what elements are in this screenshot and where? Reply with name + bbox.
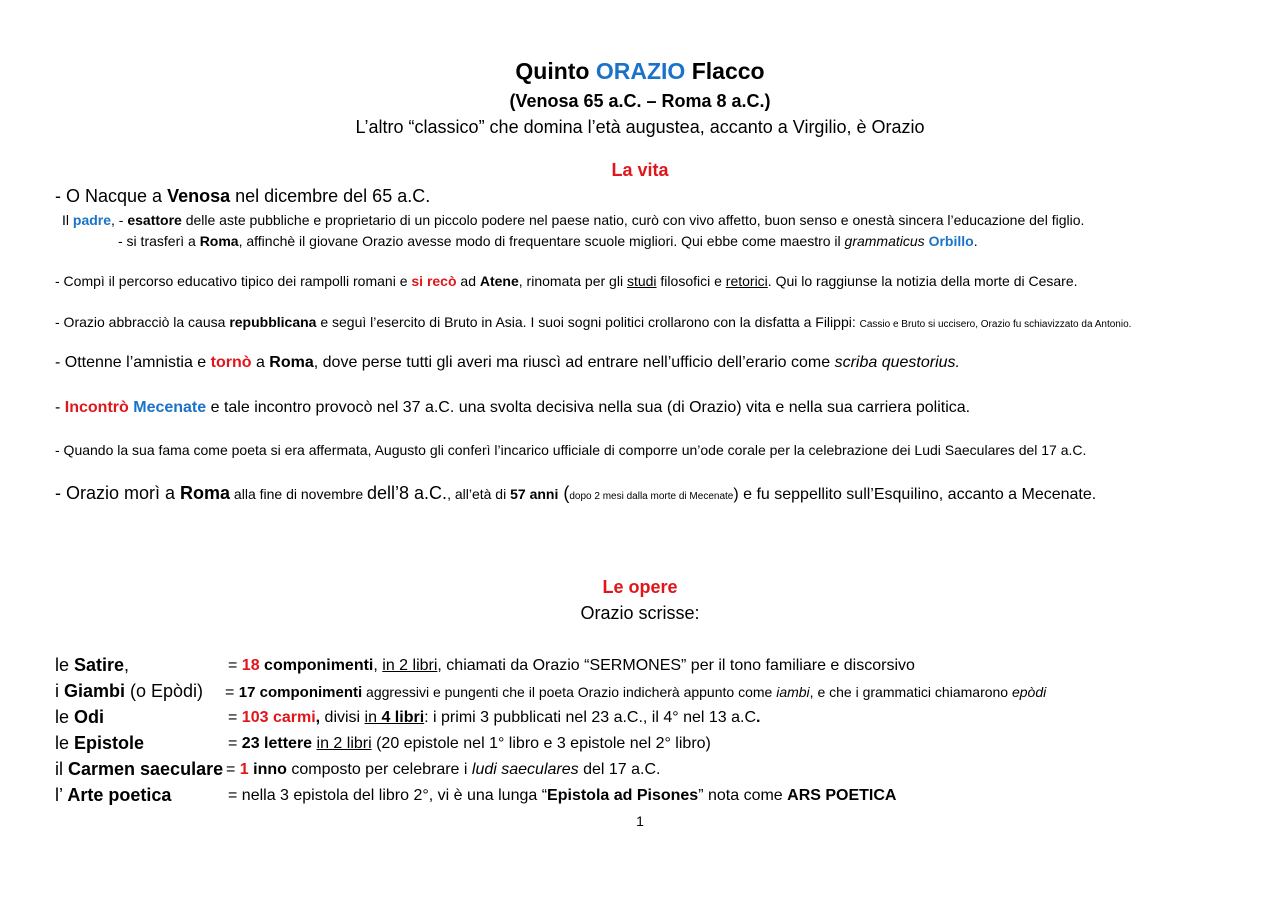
- text: 18: [241, 657, 260, 674]
- vita-paragraph-6: [55, 354, 960, 372]
- text: ” nota come: [698, 787, 788, 804]
- text: dopo 2 mesi dalla morte di Mecenate: [569, 491, 734, 502]
- text: Roma: [269, 354, 314, 371]
- text: , dove perse tutti gli averi ma riuscì ad entrare nell’ufficio dell’erario come: [313, 354, 835, 371]
- text: in: [364, 709, 382, 726]
- title-part: Flacco: [685, 58, 765, 84]
- opere-row-giambi-desc: [225, 684, 1046, 702]
- text: dell’8 a.C.: [367, 483, 448, 503]
- title-part: Quinto: [515, 58, 596, 84]
- text: (20 epistole nel 1° libro e 3 epistole nel 2° libro): [371, 735, 711, 752]
- text: retorici: [725, 273, 768, 289]
- text: epòdi: [1011, 684, 1047, 700]
- text: =: [226, 761, 240, 778]
- text: iambi: [776, 684, 810, 700]
- text: divisi: [320, 709, 365, 726]
- text: esattore: [127, 212, 182, 228]
- text: (: [558, 483, 570, 503]
- work-name: Odi: [74, 707, 105, 727]
- text: Epistola ad Pisones: [547, 787, 699, 804]
- text: 1: [239, 761, 249, 778]
- text: le: [55, 655, 75, 675]
- text: ) e fu seppellito sull’Esquilino, accanto a Mecenate.: [733, 486, 1097, 503]
- vita-paragraph-9: [55, 483, 1096, 504]
- text: = nella 3 epistola del libro 2°, vi è una lunga “: [228, 787, 548, 804]
- text: inno: [248, 761, 287, 778]
- text: ,: [315, 709, 321, 726]
- vita-paragraph-7: [55, 399, 970, 417]
- text: grammaticus: [844, 233, 925, 249]
- text: Roma: [180, 483, 231, 503]
- vita-paragraph-5: [55, 314, 1131, 330]
- text: del 17 a.C.: [578, 761, 661, 778]
- work-name: Carmen saeculare: [68, 759, 224, 779]
- text: . Qui lo raggiunse la notizia della morte di Cesare.: [767, 273, 1078, 289]
- opere-row-epistole-desc: [228, 735, 711, 753]
- text: si recò: [411, 273, 457, 289]
- text: scriba questorius.: [834, 354, 960, 371]
- text: - Orazio morì a: [55, 483, 181, 503]
- work-name: Giambi: [64, 681, 126, 701]
- text: repubblicana: [229, 314, 317, 330]
- text: ARS POETICA: [787, 787, 897, 804]
- text: delle aste pubbliche e proprietario di un piccolo podere nel paese natio, curò con vivo affetto, buon senso e onestà sincera l’educazione del figlio.: [181, 212, 1085, 228]
- text: Venosa: [167, 186, 231, 206]
- text: componimenti: [259, 657, 374, 674]
- title-name-highlight: ORAZIO: [595, 58, 686, 84]
- text: i: [55, 681, 64, 701]
- vita-paragraph-3: [118, 233, 978, 249]
- text: , rinomata per gli: [518, 273, 627, 289]
- text: tornò: [210, 354, 252, 371]
- subtitle: L’altro “classico” che domina l’età augustea, accanto a Virgilio, è Orazio: [355, 117, 925, 137]
- text: in 2 libri: [382, 657, 438, 674]
- text: Mecenate: [133, 399, 207, 416]
- text: ,: [373, 657, 383, 674]
- opere-row-epistole: [55, 733, 144, 754]
- opere-row-arte-poetica-desc: [228, 787, 896, 805]
- vita-paragraph-8: - Quando la sua fama come poeta si era affermata, Augusto gli conferì l’incarico ufficiale di comporre un’ode corale per la celebrazione dei Ludi Saeculares del 17 a.C.: [55, 442, 1087, 458]
- text: composto per celebrare i: [286, 761, 472, 778]
- dates-line: (Venosa 65 a.C. – Roma 8 a.C.): [509, 91, 771, 111]
- section-heading-vita: La vita: [611, 160, 669, 180]
- opere-intro: Orazio scrisse:: [580, 603, 700, 623]
- text: Cassio e Bruto si uccisero, Orazio fu schiavizzato da Antonio.: [859, 319, 1132, 330]
- opere-row-odi-desc: [228, 709, 761, 727]
- text: aggressivi e pungenti che il poeta Orazio indicherà appunto come: [362, 684, 777, 700]
- opere-row-satire-desc: [228, 657, 915, 675]
- text: .: [973, 233, 978, 249]
- page-title: [0, 58, 1280, 85]
- page-number: 1: [636, 813, 644, 829]
- text: 57 anni: [510, 486, 559, 502]
- text: , e che i grammatici chiamarono: [809, 684, 1012, 700]
- opere-row-carmen-desc: [226, 761, 660, 779]
- text: l’: [55, 785, 68, 805]
- work-name: Epistole: [74, 733, 145, 753]
- text: studi: [626, 273, 657, 289]
- text: Atene: [479, 273, 519, 289]
- text: ad: [456, 273, 480, 289]
- text: =: [225, 684, 239, 701]
- text: ludi saeculares: [471, 761, 579, 778]
- opere-row-odi: [55, 707, 104, 728]
- text: .: [756, 709, 761, 726]
- text: il: [55, 759, 68, 779]
- opere-row-carmen: [55, 759, 223, 780]
- text: (o Epòdi): [125, 681, 204, 701]
- vita-paragraph-1: [55, 186, 430, 207]
- text: nel dicembre del 65 a.C.: [230, 186, 431, 206]
- text: Incontrò: [64, 399, 129, 416]
- text: - Orazio abbracciò la causa: [55, 314, 230, 330]
- text: in 2 libri: [316, 735, 372, 752]
- work-name: Arte poetica: [67, 785, 172, 805]
- text: - Compì il percorso educativo tipico dei rampolli romani e: [55, 273, 412, 289]
- text: le: [55, 707, 75, 727]
- text: 17 componimenti: [238, 684, 363, 701]
- opere-row-giambi: [55, 681, 203, 702]
- text: 23 lettere: [241, 735, 313, 752]
- text: =: [228, 735, 242, 752]
- text: a: [251, 354, 270, 371]
- section-heading-opere: Le opere: [602, 577, 678, 597]
- text: le: [55, 733, 75, 753]
- text: Roma: [199, 233, 239, 249]
- text: alla fine di novembre: [230, 486, 368, 502]
- text: , -: [111, 212, 128, 228]
- text: -: [55, 399, 65, 416]
- text: , chiamati da Orazio “SERMONES” per il tono familiare e discorsivo: [437, 657, 915, 674]
- text: padre: [72, 212, 112, 228]
- text: Orbillo: [928, 233, 974, 249]
- vita-paragraph-2: [62, 212, 1084, 228]
- text: =: [228, 657, 242, 674]
- text: =: [228, 709, 242, 726]
- text: , all’età di: [447, 486, 511, 502]
- work-name: Satire: [74, 655, 125, 675]
- text: e seguì l’esercito di Bruto in Asia. I suoi sogni politici crollarono con la disfatta a Filippi:: [316, 314, 860, 330]
- text: filosofici e: [656, 273, 726, 289]
- text: 103 carmi: [241, 709, 316, 726]
- text: , affinchè il giovane Orazio avesse modo di frequentare scuole migliori. Qui ebbe come maestro il: [238, 233, 845, 249]
- text: 4 libri: [381, 709, 425, 726]
- text: - Ottenne l’amnistia e: [55, 354, 211, 371]
- text: - si trasferì a: [118, 233, 200, 249]
- text: - O Nacque a: [55, 186, 168, 206]
- text: : i primi 3 pubblicati nel 23 a.C., il 4° nel 13 a.C: [424, 709, 757, 726]
- text: ,: [124, 655, 130, 675]
- vita-paragraph-4: [55, 273, 1078, 289]
- opere-row-arte-poetica: [55, 785, 171, 806]
- text: Il: [62, 212, 73, 228]
- opere-row-satire: [55, 655, 129, 676]
- text: e tale incontro provocò nel 37 a.C. una svolta decisiva nella sua (di Orazio) vita e nella sua carriera politica.: [206, 399, 971, 416]
